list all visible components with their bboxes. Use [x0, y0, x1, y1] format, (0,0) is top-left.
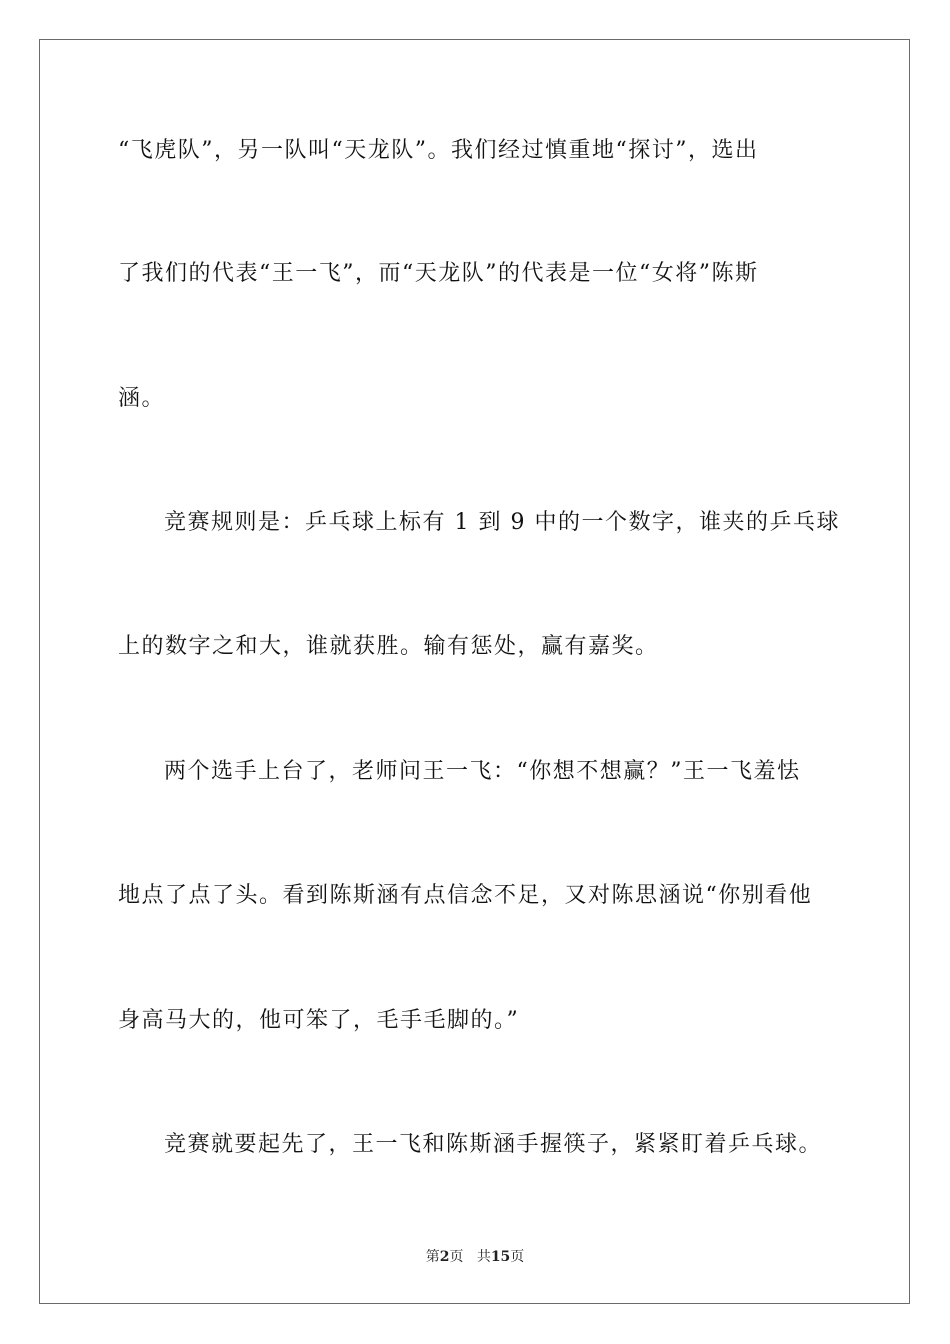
- page-label-suffix: 页: [449, 1249, 464, 1265]
- text-line-1: “飞虎队”，另一队叫“天龙队”。我们经过慎重地“探讨”，选出: [118, 138, 759, 163]
- text-line-5: 上的数字之和大，谁就获胜。输有惩处，赢有嘉奖。: [118, 634, 659, 659]
- text-line-3: 涵。: [118, 386, 166, 411]
- total-label-prefix: 共: [476, 1249, 491, 1265]
- text-line-4: 竞赛规则是：乒乓球上标有 1 到 9 中的一个数字，谁夹的乒乓球: [164, 510, 840, 535]
- text-line-6: 两个选手上台了，老师问王一飞：“你想不想赢？”王一飞羞怯: [164, 759, 801, 784]
- total-pages: 15: [490, 1249, 511, 1265]
- text-line-9: 竞赛就要起先了，王一飞和陈斯涵手握筷子，紧紧盯着乒乓球。: [164, 1132, 823, 1157]
- page-footer: [0, 1248, 950, 1266]
- page-label-prefix: 第: [425, 1249, 440, 1265]
- text-line-2: 了我们的代表“王一飞”，而“天龙队”的代表是一位“女将”陈斯: [118, 261, 759, 286]
- page-border: [39, 39, 910, 1304]
- text-line-8: 身高马大的，他可笨了，毛手毛脚的。”: [118, 1008, 520, 1033]
- page-number: 2: [439, 1249, 450, 1265]
- text-line-7: 地点了点了头。看到陈斯涵有点信念不足，又对陈思涵说“你别看他: [118, 883, 813, 908]
- total-label-suffix: 页: [510, 1249, 525, 1265]
